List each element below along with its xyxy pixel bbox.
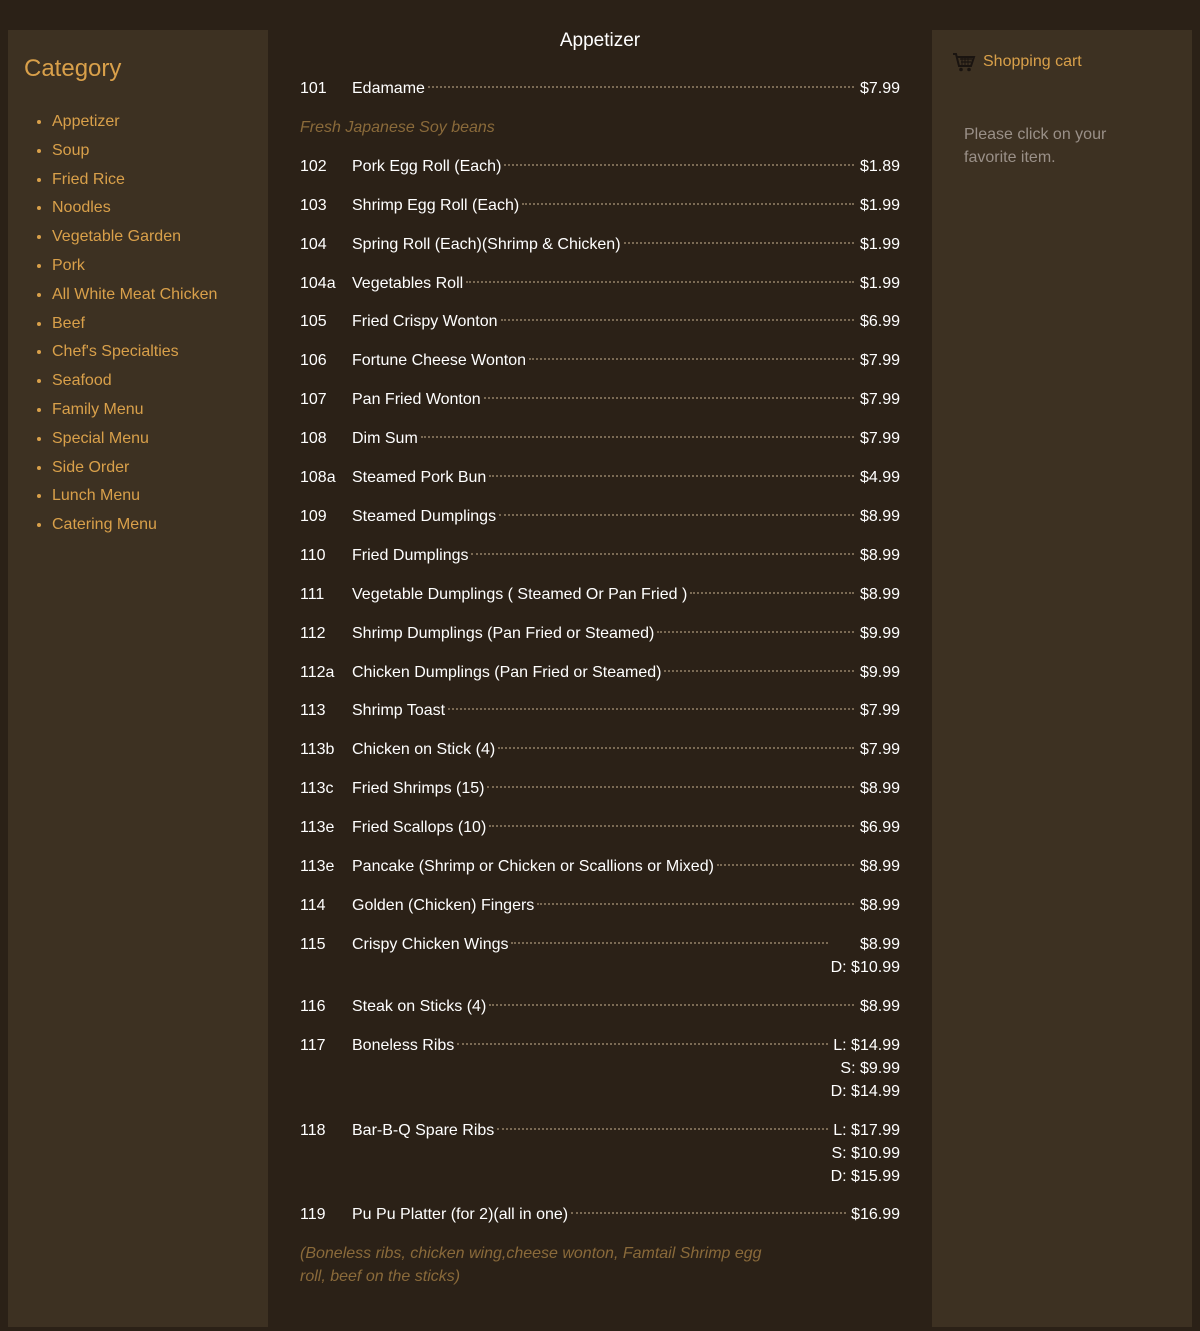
menu-item-price: D: $10.99 — [830, 958, 900, 976]
menu-item-price: $8.99 — [859, 780, 900, 798]
menu-item[interactable] — [300, 583, 900, 606]
menu-item[interactable] — [300, 194, 900, 217]
menu-item[interactable] — [300, 349, 900, 372]
menu-item[interactable] — [300, 933, 900, 976]
category-item-chicken[interactable] — [52, 281, 268, 310]
menu-item-prices — [860, 155, 900, 178]
menu-item-price: $8.99 — [859, 896, 900, 914]
category-item-pork[interactable] — [52, 252, 268, 281]
menu-item-price: $8.99 — [859, 546, 900, 564]
menu-item-prices — [831, 933, 900, 979]
category-link[interactable]: Appetizer — [52, 113, 120, 130]
dotted-leader — [489, 475, 854, 477]
menu-item-line — [352, 466, 856, 489]
menu-item-price: $6.99 — [859, 313, 900, 331]
menu-item-number: 119 — [300, 1206, 326, 1224]
dotted-leader — [499, 514, 854, 516]
menu-item-number: 106 — [300, 352, 327, 370]
menu-item-number: 109 — [300, 507, 327, 525]
menu-item-price: $6.99 — [859, 819, 900, 837]
menu-item-name: Fried Shrimps (15) — [352, 780, 485, 798]
shopping-cart-title[interactable]: Shopping cart — [983, 53, 1082, 70]
menu-panel — [268, 0, 932, 1331]
menu-item-price: L: $14.99 — [833, 1036, 900, 1054]
menu-item-prices — [860, 816, 900, 839]
menu-item-name: Fortune Cheese Wonton — [352, 352, 527, 370]
menu-item-name: Pan Fried Wonton — [352, 391, 481, 409]
menu-item-line — [352, 1203, 848, 1226]
menu-item-name: Shrimp Egg Roll (Each) — [352, 196, 520, 214]
menu-item-name: Fried Crispy Wonton — [352, 313, 498, 331]
menu-item-prices — [860, 738, 900, 761]
menu-item-name: Pu Pu Platter (for 2)(all in one) — [352, 1206, 569, 1224]
menu-item-line — [352, 583, 856, 606]
menu-item-prices — [860, 777, 900, 800]
dotted-leader — [529, 358, 854, 360]
dotted-leader — [717, 864, 854, 866]
menu-item-name: Steak on Sticks (4) — [352, 997, 487, 1015]
menu-item-line — [352, 427, 856, 450]
menu-item-name: Chicken Dumplings (Pan Fried or Steamed) — [352, 663, 662, 681]
category-item-chefs-specialties[interactable] — [52, 338, 268, 367]
menu-item[interactable] — [300, 995, 900, 1018]
menu-item[interactable] — [300, 855, 900, 878]
menu-item-prices — [860, 272, 900, 295]
menu-item-line — [352, 349, 856, 372]
menu-item-price: S: $10.99 — [831, 1144, 900, 1162]
category-title: Category — [24, 55, 122, 82]
menu-item-price: L: $17.99 — [833, 1121, 900, 1139]
dotted-leader — [690, 592, 854, 594]
shopping-cart-icon — [952, 51, 976, 73]
menu-item-line — [352, 272, 856, 295]
menu-item-price: $7.99 — [859, 741, 900, 759]
menu-item-number: 102 — [300, 157, 327, 175]
category-link[interactable]: Side Order — [52, 458, 130, 476]
menu-item-number: 112a — [300, 663, 335, 681]
category-item-family-menu[interactable] — [52, 396, 268, 425]
menu-item-prices — [860, 505, 900, 528]
menu-item-line — [352, 933, 830, 956]
menu-item-name: Golden (Chicken) Fingers — [352, 896, 535, 914]
dotted-leader — [657, 631, 854, 633]
category-item-vegetable-garden[interactable] — [52, 223, 268, 252]
category-link[interactable]: Seafood — [52, 372, 112, 390]
menu-item[interactable] — [300, 1203, 900, 1226]
menu-item-line — [352, 77, 856, 100]
category-item-beef[interactable] — [52, 310, 268, 339]
menu-section-title: Appetizer — [559, 30, 641, 51]
menu-item[interactable] — [300, 1034, 900, 1100]
menu-item-number: 117 — [300, 1036, 326, 1054]
menu-item-price: $8.99 — [859, 507, 900, 525]
menu-item-price: D: $15.99 — [830, 1167, 900, 1185]
menu-item-name: Edamame — [352, 80, 425, 97]
menu-item-line — [352, 155, 856, 178]
menu-item-line — [352, 777, 856, 800]
menu-item-number: 113e — [300, 858, 335, 875]
category-link[interactable]: Fried Rice — [52, 170, 125, 188]
category-item-catering-menu[interactable] — [52, 511, 268, 540]
category-link[interactable]: Family Menu — [52, 400, 144, 418]
dotted-leader — [624, 242, 854, 244]
menu-item-price: $8.99 — [859, 935, 900, 953]
menu-item-number: 104a — [300, 274, 336, 292]
dotted-leader — [466, 281, 854, 283]
menu-item-price: $9.99 — [859, 624, 900, 642]
dotted-leader — [522, 203, 854, 205]
menu-item-number: 105 — [300, 313, 327, 331]
dotted-leader — [497, 1128, 828, 1130]
category-link[interactable]: Special Menu — [52, 429, 149, 447]
menu-item-name: Chicken on Stick (4) — [352, 741, 496, 759]
category-item-noodles[interactable] — [52, 194, 268, 223]
menu-item-prices — [860, 427, 900, 450]
menu-item-price: $9.99 — [859, 663, 900, 681]
menu-item-price: S: $9.99 — [840, 1059, 900, 1077]
category-list — [24, 108, 268, 540]
category-item-appetizer[interactable] — [52, 108, 268, 137]
category-link[interactable]: All White Meat Chicken — [52, 285, 218, 303]
menu-item[interactable] — [300, 388, 900, 411]
menu-item[interactable] — [300, 505, 900, 528]
cart-empty-message: Please click on your favorite item. — [964, 126, 1107, 166]
category-item-special-menu[interactable] — [52, 425, 268, 454]
menu-item-name: Bar-B-Q Spare Ribs — [352, 1121, 495, 1139]
menu-item-name: Vegetable Dumplings ( Steamed Or Pan Fried ) — [352, 585, 688, 603]
menu-item-prices — [860, 995, 900, 1018]
dotted-leader — [571, 1212, 846, 1214]
menu-item-number: 116 — [300, 997, 326, 1015]
dotted-leader — [457, 1043, 828, 1045]
menu-item-line — [352, 388, 856, 411]
menu-item-price: $7.99 — [859, 391, 900, 409]
menu-item-name: Fried Dumplings — [352, 546, 469, 564]
menu-item-line — [352, 738, 856, 761]
menu-item-number: 104 — [300, 235, 327, 253]
menu-item-price: $8.99 — [859, 997, 900, 1015]
menu-item[interactable] — [300, 894, 900, 917]
menu-item-price: $1.89 — [859, 157, 900, 175]
dotted-leader — [487, 786, 854, 788]
category-link[interactable]: Vegetable Garden — [52, 228, 181, 246]
menu-item-prices — [860, 77, 900, 100]
menu-item-line — [352, 894, 856, 917]
dotted-leader — [537, 903, 854, 905]
menu-item-number: 113e — [300, 819, 335, 837]
menu-item-prices — [860, 194, 900, 217]
menu-item-prices — [860, 894, 900, 917]
menu-item-name: Vegetables Roll — [352, 274, 464, 292]
category-link[interactable]: Beef — [52, 314, 85, 332]
category-item-soup[interactable] — [52, 137, 268, 166]
menu-item-prices — [831, 1119, 900, 1188]
menu-item[interactable] — [300, 466, 900, 489]
menu-item-number: 113c — [300, 780, 334, 798]
category-link[interactable]: Catering Menu — [52, 516, 157, 534]
menu-item-line — [352, 699, 856, 722]
menu-item-number: 118 — [300, 1121, 326, 1139]
menu-item-line — [352, 855, 856, 878]
menu-item[interactable] — [300, 427, 900, 450]
menu-item-name: Shrimp Toast — [352, 702, 446, 720]
menu-item-line — [352, 194, 856, 217]
menu-item-price: $7.99 — [859, 702, 900, 720]
dotted-leader — [504, 164, 854, 166]
menu-item-description: Fresh Japanese Soy beans — [300, 118, 495, 136]
menu-item-prices — [860, 583, 900, 606]
menu-item-number: 110 — [300, 546, 326, 564]
dotted-leader — [448, 708, 854, 710]
menu-item-prices — [860, 349, 900, 372]
menu-item-name: Pork Egg Roll (Each) — [352, 157, 502, 175]
menu-item-prices — [860, 310, 900, 333]
menu-item-number: 101 — [300, 80, 327, 97]
menu-item[interactable] — [300, 622, 900, 645]
menu-item-price: $16.99 — [851, 1206, 900, 1224]
menu-item-number: 111 — [300, 585, 325, 603]
menu-item-number: 107 — [300, 391, 327, 409]
menu-item-name: Steamed Dumplings — [352, 507, 497, 525]
dotted-leader — [489, 825, 854, 827]
dotted-leader — [489, 1004, 854, 1006]
menu-item-number: 108 — [300, 430, 327, 448]
menu-item-prices — [860, 622, 900, 645]
menu-item-line — [352, 1034, 830, 1057]
menu-item-price: D: $14.99 — [830, 1082, 900, 1100]
menu-item[interactable] — [300, 233, 900, 256]
menu-item-price: $1.99 — [859, 196, 900, 214]
menu-item-name: Fried Scallops (10) — [352, 819, 487, 837]
menu-item[interactable] — [300, 272, 900, 295]
menu-item-number: 108a — [300, 469, 336, 486]
dotted-leader — [511, 942, 828, 944]
dotted-leader — [421, 436, 854, 438]
category-sidebar — [8, 30, 268, 1327]
menu-item-name: Spring Roll (Each)(Shrimp & Chicken) — [352, 235, 621, 253]
category-item-seafood[interactable] — [52, 367, 268, 396]
menu-item-prices — [831, 1034, 900, 1103]
menu-item-line — [352, 1119, 830, 1142]
menu-item[interactable] — [300, 1119, 900, 1185]
dotted-leader — [484, 397, 854, 399]
menu-item-number: 113b — [300, 741, 335, 759]
category-link[interactable]: Pork — [52, 256, 85, 274]
menu-item-price: $1.99 — [859, 235, 900, 253]
menu-item-prices — [860, 388, 900, 411]
menu-item-number: 112 — [300, 624, 326, 642]
menu-item-prices — [860, 855, 900, 878]
menu-item-price: $8.99 — [859, 858, 900, 875]
menu-item-prices — [851, 1203, 900, 1226]
menu-item-price: $4.99 — [859, 469, 900, 486]
shopping-cart-link[interactable] — [952, 51, 1082, 73]
menu-item-name: Steamed Pork Bun — [352, 469, 487, 486]
menu-item[interactable] — [300, 816, 900, 839]
dotted-leader — [498, 747, 854, 749]
menu-item[interactable] — [300, 544, 900, 567]
menu-item-price: $1.99 — [859, 274, 900, 292]
menu-item-prices — [860, 233, 900, 256]
menu-item-line — [352, 505, 856, 528]
dotted-leader — [471, 553, 854, 555]
shopping-cart-panel — [932, 30, 1192, 1327]
dotted-leader — [501, 319, 854, 321]
menu-item[interactable] — [300, 661, 900, 684]
menu-item-line — [352, 310, 856, 333]
menu-item-price: $7.99 — [859, 80, 900, 97]
category-link[interactable]: Soup — [52, 141, 90, 159]
category-item-fried-rice[interactable] — [52, 166, 268, 195]
menu-item-number: 113 — [300, 702, 326, 720]
menu-item-number: 115 — [300, 935, 326, 953]
dotted-leader — [664, 670, 854, 672]
menu-item-number: 103 — [300, 196, 327, 214]
menu-item-price: $7.99 — [859, 352, 900, 370]
menu-item-line — [352, 661, 856, 684]
menu-item-number: 114 — [300, 896, 326, 914]
category-item-lunch-menu[interactable] — [52, 482, 268, 511]
menu-item-prices — [860, 699, 900, 722]
menu-item-description: (Boneless ribs, chicken wing,cheese wonton, Famtail Shrimp egg roll, beef on the sticks) — [300, 1245, 762, 1286]
menu-item[interactable] — [300, 77, 900, 100]
menu-item-line — [352, 544, 856, 567]
menu-item-prices — [860, 466, 900, 489]
menu-item-prices — [860, 661, 900, 684]
menu-item-name: Pancake (Shrimp or Chicken or Scallions or Mixed) — [352, 858, 714, 875]
menu-item[interactable] — [300, 738, 900, 761]
menu-item-name: Crispy Chicken Wings — [352, 935, 509, 953]
menu-item-line — [352, 816, 856, 839]
menu-item-line — [352, 995, 856, 1018]
category-link[interactable]: Noodles — [52, 199, 111, 217]
category-link[interactable]: Chef's Specialties — [52, 343, 179, 361]
menu-item-price: $7.99 — [859, 430, 900, 448]
menu-item-name: Shrimp Dumplings (Pan Fried or Steamed) — [352, 624, 655, 642]
category-item-side-order[interactable] — [52, 454, 268, 483]
menu-item-name: Boneless Ribs — [352, 1036, 455, 1054]
category-link[interactable]: Lunch Menu — [52, 487, 141, 505]
menu-item-prices — [860, 544, 900, 567]
menu-item[interactable] — [300, 777, 900, 800]
menu-item-line — [352, 233, 856, 256]
menu-item[interactable] — [300, 310, 900, 333]
menu-item-line — [352, 622, 856, 645]
menu-item[interactable] — [300, 155, 900, 178]
dotted-leader — [428, 86, 854, 88]
menu-item-name: Dim Sum — [352, 430, 418, 448]
menu-item[interactable] — [300, 699, 900, 722]
menu-item-price: $8.99 — [859, 585, 900, 603]
